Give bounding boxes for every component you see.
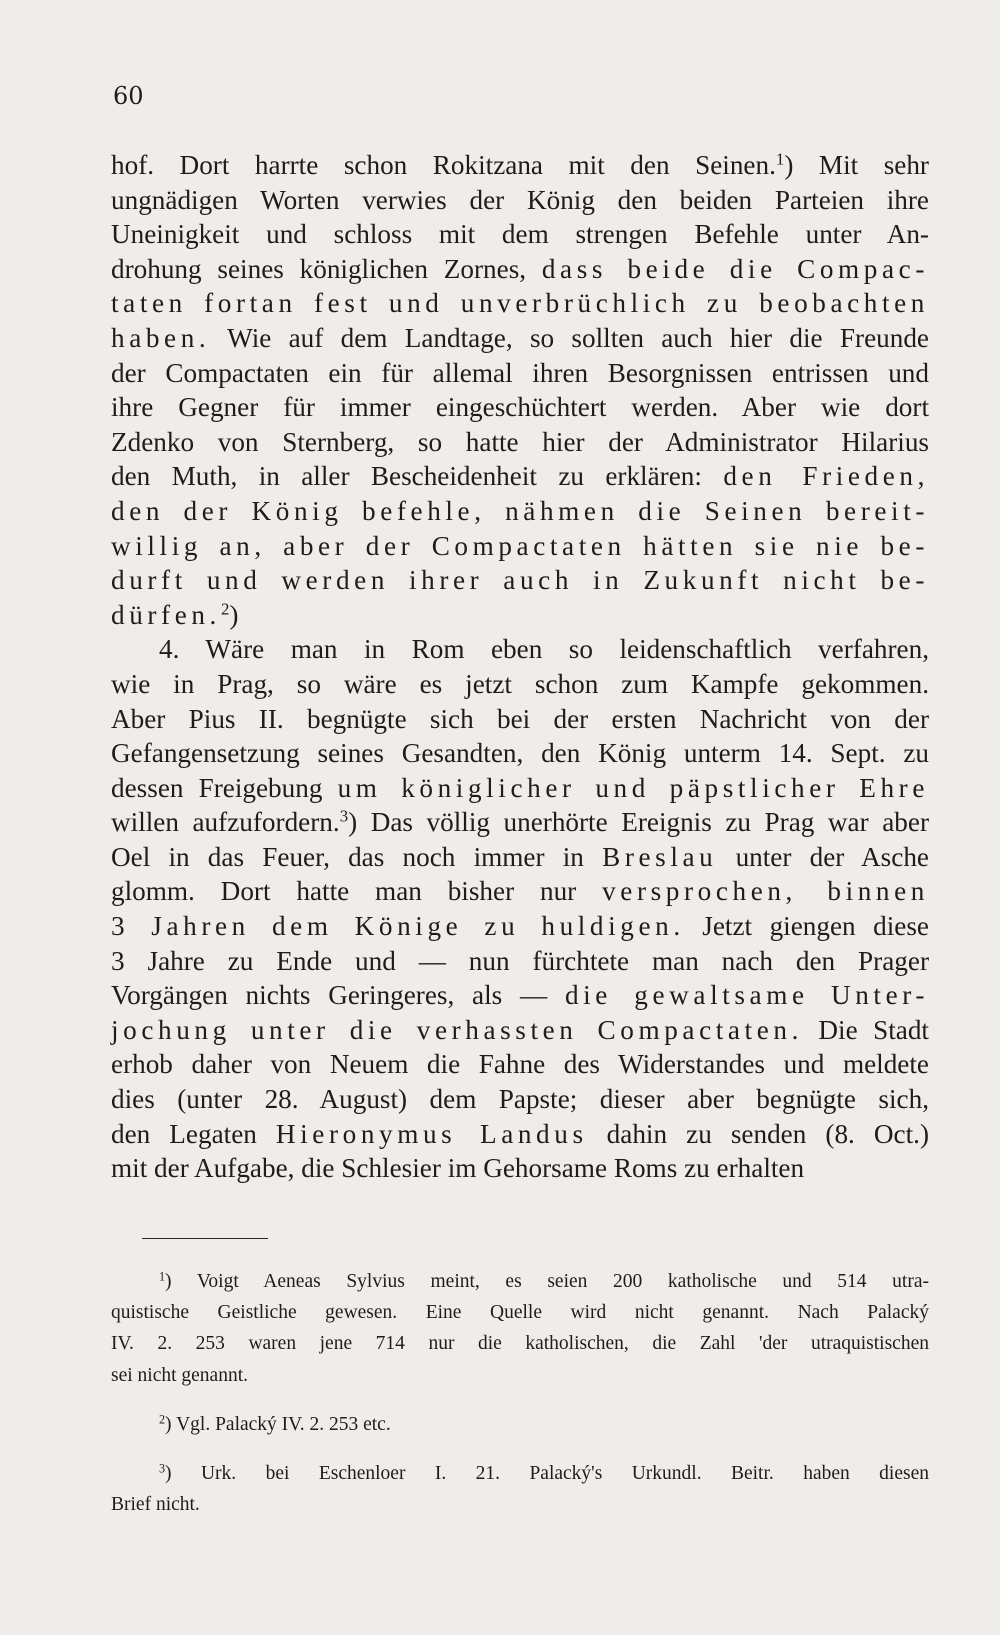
text-run: ) Mit sehr xyxy=(784,150,929,180)
text-run: Wie auf dem Landtage, so sollten auch hier die Freunde xyxy=(210,322,929,353)
footnote-line xyxy=(111,1489,929,1520)
text-line xyxy=(111,771,929,806)
text-line xyxy=(111,1013,929,1048)
text-line xyxy=(111,1047,929,1082)
text-run: willig an, aber der Compactaten hätten sie nie be- xyxy=(111,530,929,561)
body-text xyxy=(111,148,929,1186)
text-run: die gewaltsame Unter- xyxy=(564,980,929,1011)
text-run: willen aufzufordern. xyxy=(111,807,340,838)
text-run: unter der Asche xyxy=(717,841,929,872)
text-run: ) xyxy=(229,599,239,630)
text-line xyxy=(111,702,929,737)
text-run: sei nicht genannt. xyxy=(111,1364,249,1386)
footnote-line xyxy=(111,1266,929,1297)
footnote-ref: 3 xyxy=(339,807,349,827)
text-run: ) Das völlig unerhörte Ereignis zu Prag war aber xyxy=(348,807,929,838)
text-run: drohung seines königlichen Zornes, xyxy=(111,253,542,284)
text-line xyxy=(111,840,929,875)
text-run: ungnädigen Worten verwies der König den beiden Parteien ihre xyxy=(111,184,929,215)
text-run: Aber Pius II. begnügte sich bei der ersten Nachricht von der xyxy=(111,703,929,734)
footnotes xyxy=(111,1266,929,1520)
text-line xyxy=(111,459,929,494)
text-run: ) Urk. bei Eschenloer I. 21. Palacký's Urkundl. Beitr. haben diesen xyxy=(165,1463,929,1485)
footnote-ref: 1 xyxy=(159,1269,166,1284)
text-run: Brief nicht. xyxy=(111,1494,200,1516)
text-line xyxy=(111,148,929,183)
footnote-ref: 1 xyxy=(775,149,785,169)
text-run: Jetzt giengen diese xyxy=(684,911,929,942)
text-run: durft und werden ihrer auch in Zukunft nicht be- xyxy=(111,565,929,596)
text-run: Breslau xyxy=(602,841,718,872)
text-run: 4. Wäre man in Rom eben so leidenschaftlich verfahren, xyxy=(159,634,929,665)
footnote-ref: 2 xyxy=(159,1412,166,1427)
text-line xyxy=(111,1117,929,1152)
text-run: ) Vgl. Palacký IV. 2. 253 etc. xyxy=(165,1413,391,1435)
text-run: versprochen, binnen xyxy=(602,876,929,907)
footnote-gap xyxy=(111,1440,929,1458)
text-line xyxy=(111,1082,929,1117)
text-run: erhob daher von Neuem die Fahne des Widerstandes und meldete xyxy=(111,1049,929,1080)
text-run: haben. xyxy=(111,322,211,353)
text-run: ) Voigt Aeneas Sylvius meint, es seien 200 katholische und 514 utra- xyxy=(165,1271,929,1292)
text-run: den Frieden, xyxy=(723,461,929,492)
text-run: dessen Freigebung xyxy=(111,772,338,803)
text-run: hof. Dort harrte schon Rokitzana mit den Seinen. xyxy=(111,150,776,180)
text-run: dahin zu senden (8. Oct.) xyxy=(587,1118,929,1149)
text-run: um königlicher und päpstlicher Ehre xyxy=(337,772,929,803)
text-line xyxy=(111,667,929,702)
text-line xyxy=(111,632,929,667)
text-run: quistische Geistliche gewesen. Eine Quelle wird nicht genannt. Nach Palacký xyxy=(111,1302,929,1324)
text-run: glomm. Dort hatte man bisher nur xyxy=(111,876,603,907)
text-line xyxy=(111,390,929,425)
footnote-line xyxy=(111,1360,929,1391)
text-run: Gefangensetzung seines Gesandten, den König unterm 14. Sept. zu xyxy=(111,738,929,769)
page-number: 60 xyxy=(113,82,144,110)
text-line xyxy=(111,598,929,633)
footnote-line xyxy=(111,1328,929,1359)
text-run: Oel in das Feuer, das noch immer in xyxy=(111,841,603,872)
text-run: dies (unter 28. August) dem Papste; dieser aber begnügte sich, xyxy=(111,1084,929,1115)
text-line xyxy=(111,356,929,391)
text-line xyxy=(111,874,929,909)
text-line xyxy=(111,736,929,771)
text-line xyxy=(111,286,929,321)
text-run: Hieronymus Landus xyxy=(275,1118,588,1149)
text-run: jochung unter die verhassten Compactaten. xyxy=(111,1014,803,1045)
text-run: ihre Gegner für immer eingeschüchtert werden. Aber wie dort xyxy=(111,392,929,423)
footnote-ref: 3 xyxy=(159,1461,166,1476)
text-run: 3 Jahren dem Könige zu huldigen. xyxy=(111,911,685,942)
text-line xyxy=(111,909,929,944)
footnote-line xyxy=(111,1297,929,1328)
footnote-gap xyxy=(111,1391,929,1409)
text-run: wie in Prag, so wäre es jetzt schon zum Kampfe gekommen. xyxy=(111,668,929,699)
text-line xyxy=(111,183,929,218)
footnote-separator xyxy=(142,1238,268,1239)
text-run: Vorgängen nichts Geringeres, als — xyxy=(111,980,565,1011)
text-run: mit der Aufgabe, die Schlesier im Gehorsame Roms zu erhalten xyxy=(111,1153,805,1184)
text-line xyxy=(111,425,929,460)
text-run: den Legaten xyxy=(111,1118,276,1149)
text-run: Zdenko von Sternberg, so hatte hier der Administrator Hilarius xyxy=(111,426,929,457)
text-line xyxy=(111,1151,929,1186)
text-line xyxy=(111,494,929,529)
text-line xyxy=(111,217,929,252)
text-line xyxy=(111,252,929,287)
text-run: Die Stadt xyxy=(802,1014,929,1045)
text-run: dass beide die Compac- xyxy=(541,253,929,284)
text-run: 3 Jahre zu Ende und — nun fürchtete man nach den Prager xyxy=(111,945,929,976)
text-run: den der König befehle, nähmen die Seinen bereit- xyxy=(111,495,929,526)
footnote-line xyxy=(111,1458,929,1489)
footnote-line xyxy=(111,1409,929,1440)
text-line xyxy=(111,321,929,356)
text-run: den Muth, in aller Bescheidenheit zu erklären: xyxy=(111,461,724,492)
text-run: Uneinigkeit und schloss mit dem strengen Befehle unter An- xyxy=(111,219,929,250)
text-run: der Compactaten ein für allemal ihren Besorgnissen entrissen und xyxy=(111,357,929,388)
text-line xyxy=(111,978,929,1013)
footnote-ref: 2 xyxy=(220,599,230,619)
text-run: taten fortan fest und unverbrüchlich zu beobachten xyxy=(111,288,929,319)
text-line xyxy=(111,944,929,979)
text-line xyxy=(111,563,929,598)
text-run: dürfen. xyxy=(111,599,221,630)
text-run: IV. 2. 253 waren jene 714 nur die katholischen, die Zahl 'der utraquistischen xyxy=(111,1333,929,1355)
text-line xyxy=(111,529,929,564)
text-line xyxy=(111,805,929,840)
